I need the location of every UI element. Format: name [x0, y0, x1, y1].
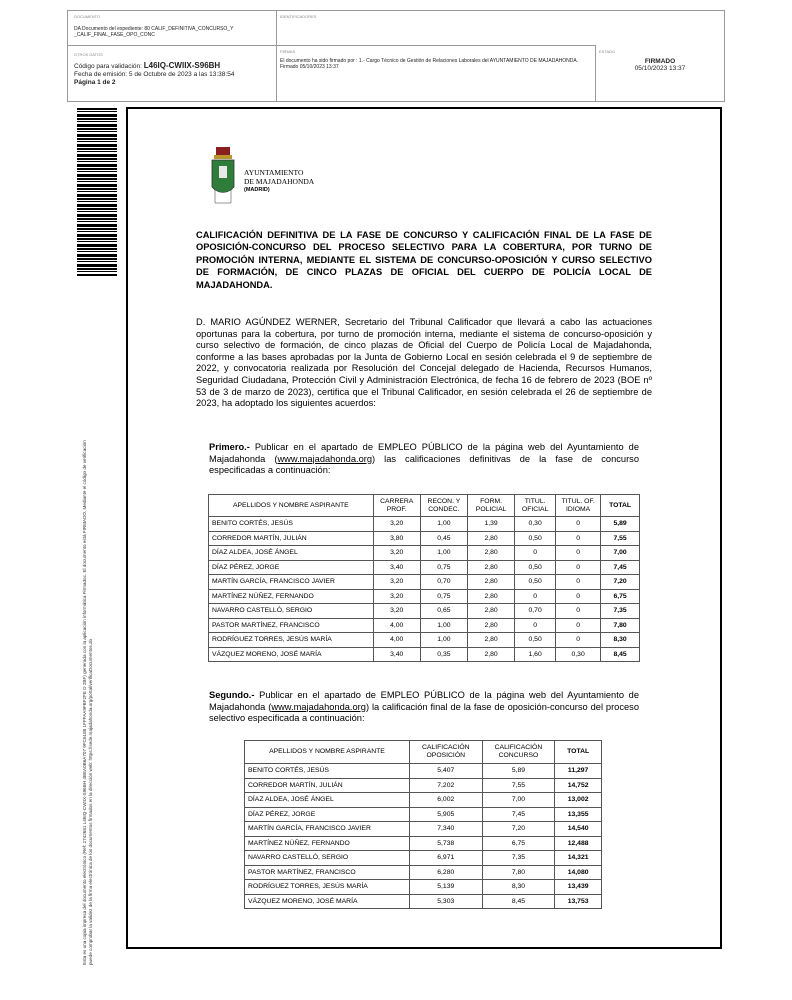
score-cell: 0,75	[420, 589, 467, 604]
primero-link[interactable]: www.majadahonda.org	[277, 453, 373, 464]
table-row	[245, 865, 602, 880]
score-cell: 7,80	[482, 865, 555, 880]
primero-text-a: Publicar en el apartado de EMPLEO PÚBLICO de la página web del Ayuntamiento de Majadahonda (	[209, 442, 639, 464]
score-cell: 0	[556, 531, 601, 546]
codigo-validacion: L46IQ-CWIIX-S96BH	[143, 61, 221, 70]
firmas-label: FIRMAS	[280, 49, 296, 54]
candidate-name: DÍAZ PÉREZ, JORGE	[245, 807, 410, 822]
score-cell: 7,00	[601, 546, 640, 561]
score-cell: 7,340	[409, 822, 482, 837]
score-cell: 7,35	[482, 851, 555, 866]
estado-value: FIRMADO	[644, 58, 676, 65]
table-row	[209, 589, 640, 604]
candidate-name: VÁZQUEZ MORENO, JOSÉ MARÍA	[209, 647, 374, 662]
candidate-name: BENITO CORTÉS, JESÚS	[209, 517, 374, 532]
segundo-text-a: Publicar en el apartado de EMPLEO PÚBLICO de la página web del Ayuntamiento de Majadahonda (	[209, 690, 639, 712]
side-verification-text	[82, 285, 94, 965]
table-row	[209, 575, 640, 590]
municipality-name	[244, 168, 314, 195]
score-cell: 8,30	[482, 880, 555, 895]
score-cell: 14,080	[555, 865, 602, 880]
intro-paragraph: D. MARIO AGÚNDEZ WERNER, Secretario del Tribunal Calificador que llevará a cabo las actuaciones oportunas para la cobertura, por turno de promoción interna, mediante el sistema de concurso-oposición y curso selectivo de formación, de cinco plazas de Oficial del Cuerpo de Policía Local de Majadahonda, conforme a las bases aprobadas por la Junta de Gobierno Local en sesión celebrada el 9 de septiembre de 2022, y convocatoria realizada por Resolución del Concejal delegado de Hacienda, Recursos Humanos, Seguridad Ciudadana, Protección Civil y Administración Electrónica, de fecha 16 de febrero de 2023 (BOE nº 53 de 3 de marzo de 2023), certifica que el Tribunal Calificador, en sesión celebrada el 26 de septiembre de 2023, ha adoptado los siguientes acuerdos:	[196, 317, 652, 409]
score-cell: 0,65	[420, 604, 467, 619]
table-row	[245, 778, 602, 793]
segundo-link[interactable]: www.majadahonda.org	[271, 701, 366, 712]
score-cell: 11,297	[555, 764, 602, 779]
score-cell: 0,50	[515, 575, 556, 590]
score-cell: 14,540	[555, 822, 602, 837]
score-cell: 6,75	[601, 589, 640, 604]
candidate-name: MARTÍN GARCÍA, FRANCISCO JAVIER	[209, 575, 374, 590]
score-cell: 0	[515, 618, 556, 633]
table-row	[209, 531, 640, 546]
candidate-name: DÍAZ ALDEA, JOSÉ ÁNGEL	[245, 793, 410, 808]
table-row	[209, 633, 640, 648]
otros-datos-label: OTROS DATOS	[74, 52, 103, 57]
column-header: CALIFICACIÓN CONCURSO	[482, 741, 555, 764]
barcode	[77, 108, 117, 276]
score-cell: 0,50	[515, 531, 556, 546]
score-cell: 0,70	[420, 575, 467, 590]
candidate-name: BENITO CORTÉS, JESÚS	[245, 764, 410, 779]
score-cell: 2,80	[468, 546, 515, 561]
score-cell: 0	[556, 575, 601, 590]
score-cell: 0,75	[420, 560, 467, 575]
table-row	[245, 764, 602, 779]
table-row	[245, 807, 602, 822]
score-cell: 0	[556, 517, 601, 532]
column-header: APELLIDOS Y NOMBRE ASPIRANTE	[245, 741, 410, 764]
score-cell: 0	[556, 604, 601, 619]
score-cell: 5,139	[409, 880, 482, 895]
score-cell: 0	[556, 589, 601, 604]
primero-paragraph	[209, 442, 639, 477]
score-cell: 0,70	[515, 604, 556, 619]
document-title: CALIFICACIÓN DEFINITIVA DE LA FASE DE CONCURSO Y CALIFICACIÓN FINAL DE LA FASE DE OPOSICIÓN-CONCURSO DEL PROCESO SELECTIVO PARA LA COBERTURA, POR TURNO DE PROMOCIÓN INTERNA, MEDIANTE EL SISTEMA DE CONCURSO-OPOSICIÓN Y CURSO SELECTIVO DE FORMACIÓN, DE CINCO PLAZAS DE OFICIAL DEL CUERPO DE POLICÍA LOCAL DE MAJADAHONDA.	[196, 230, 652, 290]
score-cell: 13,753	[555, 894, 602, 909]
signature-header	[67, 10, 725, 102]
pagina: Página 1 de 2	[74, 79, 116, 86]
segundo-label: Segundo.-	[209, 690, 255, 700]
score-cell: 1,00	[420, 633, 467, 648]
score-cell: 2,80	[468, 531, 515, 546]
table-row	[209, 618, 640, 633]
candidate-name: MARTÍNEZ NÚÑEZ, FERNANDO	[245, 836, 410, 851]
score-cell: 5,303	[409, 894, 482, 909]
table-row	[209, 560, 640, 575]
column-header: CARRERA PROF.	[373, 495, 420, 517]
candidate-name: DÍAZ PÉREZ, JORGE	[209, 560, 374, 575]
score-cell: 0	[556, 633, 601, 648]
table-row	[209, 517, 640, 532]
column-header: FORM. POLICIAL	[468, 495, 515, 517]
score-cell: 0	[515, 546, 556, 561]
score-cell: 1,00	[420, 546, 467, 561]
candidate-name: VÁZQUEZ MORENO, JOSÉ MARÍA	[245, 894, 410, 909]
candidate-name: RODRÍGUEZ TORRES, JESÚS MARÍA	[245, 880, 410, 895]
column-header: TITUL. OF. IDIOMA	[556, 495, 601, 517]
score-cell: 0	[556, 618, 601, 633]
score-cell: 7,45	[482, 807, 555, 822]
score-cell: 0	[556, 546, 601, 561]
score-cell: 3,20	[373, 604, 420, 619]
candidate-name: DÍAZ ALDEA, JOSÉ ÁNGEL	[209, 546, 374, 561]
final-scores-table	[244, 740, 602, 909]
table-row	[245, 836, 602, 851]
score-cell: 3,20	[373, 546, 420, 561]
score-cell: 2,80	[468, 633, 515, 648]
score-cell: 14,321	[555, 851, 602, 866]
candidate-name: NAVARRO CASTELLÓ, SERGIO	[209, 604, 374, 619]
candidate-name: RODRÍGUEZ TORRES, JESÚS MARÍA	[209, 633, 374, 648]
table-row	[245, 793, 602, 808]
score-cell: 1,00	[420, 517, 467, 532]
segundo-paragraph	[209, 690, 639, 725]
score-cell: 2,80	[468, 560, 515, 575]
logo-line-3: (MADRID)	[244, 187, 270, 193]
score-cell: 13,002	[555, 793, 602, 808]
score-cell: 0	[515, 589, 556, 604]
score-cell: 7,45	[601, 560, 640, 575]
score-cell: 2,80	[468, 647, 515, 662]
column-header: TOTAL	[601, 495, 640, 517]
score-cell: 12,488	[555, 836, 602, 851]
table-row	[245, 880, 602, 895]
logo-line-2: DE MAJADAHONDA	[244, 177, 315, 186]
score-cell: 8,30	[601, 633, 640, 648]
candidate-name: MARTÍNEZ NÚÑEZ, FERNANDO	[209, 589, 374, 604]
score-cell: 6,280	[409, 865, 482, 880]
score-cell: 1,60	[515, 647, 556, 662]
score-cell: 5,89	[601, 517, 640, 532]
score-cell: 6,75	[482, 836, 555, 851]
score-cell: 1,00	[420, 618, 467, 633]
table-row	[209, 546, 640, 561]
estado-label: ESTADO	[599, 49, 616, 54]
score-cell: 4,00	[373, 633, 420, 648]
column-header: CALIFICACIÓN OPOSICIÓN	[409, 741, 482, 764]
score-cell: 5,407	[409, 764, 482, 779]
score-cell: 2,80	[468, 575, 515, 590]
score-cell: 2,80	[468, 618, 515, 633]
documento-value: DA Documento del expediente: 80 CALIF_DEFINITIVA_CONCURSO_Y _CALIF_FINAL_FASE_OPO_CONC	[74, 26, 234, 38]
side-text-line-1: Esta es una copia impresa del documento electrónico (Ref: 2742681 L46IQ-CWIIX-S96BH 4BEA0B6A707 9FC6188 1FFFAA9FBF2FE D 2BF) generada con la aplicación informática Firmadoc. El documento está FIRMADO. Mediante el código de verificación	[82, 440, 87, 965]
score-cell: 5,738	[409, 836, 482, 851]
document-page	[126, 107, 722, 949]
candidate-name: CORREDOR MARTÍN, JULIÁN	[209, 531, 374, 546]
segundo-text-b: ) la calificación final de la fase de oposición-concurso del proceso selectivo especificada a continuación:	[209, 701, 639, 723]
documento-label: DOCUMENTO	[74, 14, 101, 19]
primero-label: Primero.-	[209, 442, 250, 452]
logo-line-1: AYUNTAMIENTO	[244, 168, 304, 177]
score-cell: 1,39	[468, 517, 515, 532]
score-cell: 7,55	[601, 531, 640, 546]
score-cell: 8,45	[601, 647, 640, 662]
candidate-name: NAVARRO CASTELLÓ, SERGIO	[245, 851, 410, 866]
score-cell: 13,439	[555, 880, 602, 895]
concurso-scores-table	[208, 494, 640, 662]
score-cell: 7,80	[601, 618, 640, 633]
candidate-name: PASTOR MARTÍNEZ, FRANCISCO	[245, 865, 410, 880]
score-cell: 4,00	[373, 618, 420, 633]
candidate-name: CORREDOR MARTÍN, JULIÁN	[245, 778, 410, 793]
score-cell: 5,905	[409, 807, 482, 822]
primero-text-b: ) las calificaciones definitivas de la fase de concurso especificadas a continuación:	[209, 453, 639, 475]
coat-of-arms-logo	[210, 147, 236, 207]
score-cell: 2,80	[468, 604, 515, 619]
score-cell: 7,20	[482, 822, 555, 837]
score-cell: 8,45	[482, 894, 555, 909]
score-cell: 3,20	[373, 589, 420, 604]
column-header: RECON. Y CONDEC.	[420, 495, 467, 517]
score-cell: 0	[556, 560, 601, 575]
table-row	[209, 647, 640, 662]
table-row	[209, 604, 640, 619]
identificadores-label: IDENTIFICADORES	[280, 14, 317, 19]
score-cell: 2,80	[468, 589, 515, 604]
column-header: APELLIDOS Y NOMBRE ASPIRANTE	[209, 495, 374, 517]
column-header: TITUL. OFICIAL	[515, 495, 556, 517]
score-cell: 7,55	[482, 778, 555, 793]
score-cell: 5,89	[482, 764, 555, 779]
score-cell: 0,30	[515, 517, 556, 532]
score-cell: 14,752	[555, 778, 602, 793]
score-cell: 3,40	[373, 647, 420, 662]
score-cell: 6,002	[409, 793, 482, 808]
column-header: TOTAL	[555, 741, 602, 764]
table-row	[245, 894, 602, 909]
score-cell: 3,20	[373, 575, 420, 590]
estado-fecha: 05/10/2023 13:37	[634, 65, 686, 72]
firmas-value: El documento ha sido firmado por : 1.- Cargo Técnico de Gestión de Relaciones Laborales del AYUNTAMIENTO DE MAJADAHONDA. Firmado 05/10/2023 13:37	[280, 57, 579, 70]
candidate-name: MARTÍN GARCÍA, FRANCISCO JAVIER	[245, 822, 410, 837]
score-cell: 0,45	[420, 531, 467, 546]
score-cell: 3,80	[373, 531, 420, 546]
score-cell: 13,355	[555, 807, 602, 822]
score-cell: 7,20	[601, 575, 640, 590]
score-cell: 0,35	[420, 647, 467, 662]
candidate-name: PASTOR MARTÍNEZ, FRANCISCO	[209, 618, 374, 633]
score-cell: 0,50	[515, 560, 556, 575]
table-row	[245, 822, 602, 837]
score-cell: 0,50	[515, 633, 556, 648]
codigo-label: Código para validación:	[74, 63, 142, 70]
score-cell: 7,202	[409, 778, 482, 793]
score-cell: 3,20	[373, 517, 420, 532]
score-cell: 3,40	[373, 560, 420, 575]
side-text-line-2: puede comprobar la validez de la firma electrónica de los documentos firmados en la dirección web: https://sede.majadahonda.org/portal/verificaDocumentos.do	[88, 638, 93, 965]
score-cell: 7,00	[482, 793, 555, 808]
fecha-emision: Fecha de emisión: 5 de Octubre de 2023 a las 13:38:54	[74, 71, 235, 78]
score-cell: 6,971	[409, 851, 482, 866]
score-cell: 0,30	[556, 647, 601, 662]
score-cell: 7,35	[601, 604, 640, 619]
table-row	[245, 851, 602, 866]
